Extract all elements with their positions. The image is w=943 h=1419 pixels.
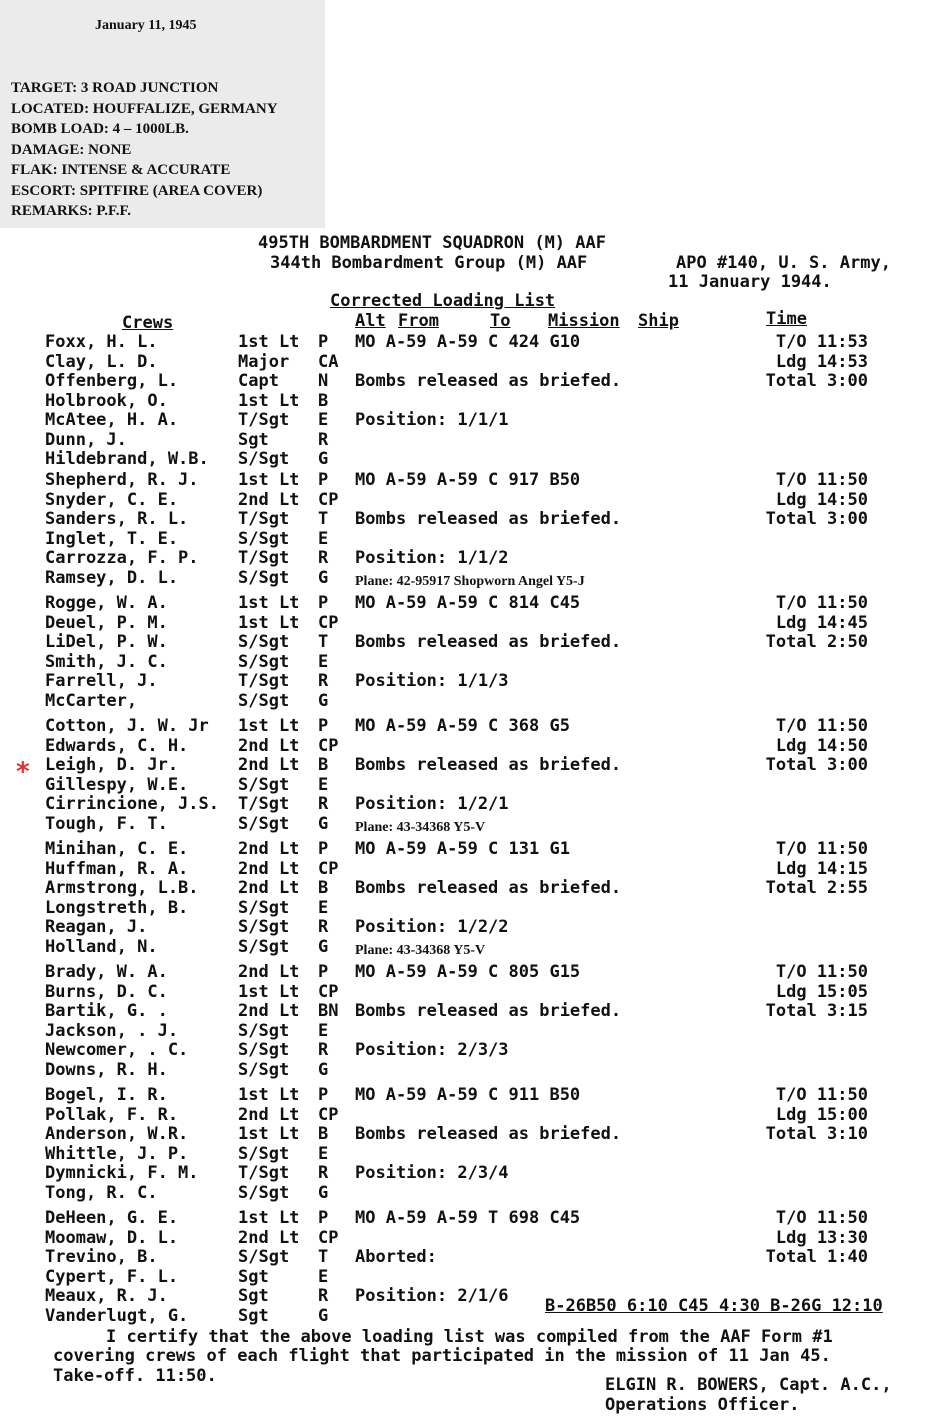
- signature-name: ELGIN R. BOWERS, Capt. A.C.,: [605, 1375, 892, 1395]
- remark-text: Position: 2/3/4: [355, 1163, 509, 1183]
- location-line: LOCATED: HOUFFALIZE, GERMANY: [11, 100, 278, 117]
- crew-name: Tough, F. T.: [45, 813, 168, 834]
- crew-rank: Sgt: [238, 429, 269, 450]
- crew-name: Clay, L. D.: [45, 351, 158, 372]
- crew-name: Offenberg, L.: [45, 371, 179, 391]
- mission-details: [11, 78, 278, 222]
- remark-text: Position: 1/1/1: [355, 410, 509, 430]
- takeoff-time: T/O 11:50: [775, 1208, 868, 1228]
- remark-text: Bombs released as briefed.: [355, 878, 622, 898]
- unit-line: 495TH BOMBARDMENT SQUADRON (M) AAF: [258, 233, 606, 253]
- date-line: 11 January 1944.: [668, 272, 832, 292]
- col-alt: Alt: [355, 311, 386, 331]
- crew-name: Deuel, P. M.: [45, 612, 168, 633]
- crew-name: Tong, R. C.: [45, 1182, 158, 1203]
- landing-time: Ldg 14:45: [775, 612, 868, 633]
- crew-position: P: [318, 839, 329, 859]
- plane-note: Plane: 42-95917 Shopworn Angel Y5-J: [355, 573, 585, 589]
- col-ship: Ship: [638, 311, 679, 331]
- crew-name: McCarter,: [45, 690, 138, 711]
- crew-position: G: [318, 449, 329, 469]
- crew-name: Foxx, H. L.: [45, 332, 158, 352]
- crew-position: B: [318, 878, 329, 898]
- total-time: Total 3:00: [765, 755, 868, 775]
- crew-name: Holbrook, O.: [45, 390, 168, 411]
- crew-position: P: [318, 1085, 329, 1105]
- crew-position: R: [318, 1040, 329, 1060]
- col-time: Time: [766, 309, 807, 329]
- crew-rank: 2nd Lt: [238, 735, 300, 756]
- crew-rank: S/Sgt: [238, 1020, 290, 1041]
- crew-rank: S/Sgt: [238, 651, 290, 672]
- crew-position: R: [318, 1163, 329, 1183]
- crew-position: CP: [318, 1227, 339, 1248]
- col-mission: Mission: [548, 311, 620, 331]
- crew-position: P: [318, 332, 329, 352]
- crew-name: McAtee, H. A.: [45, 410, 179, 430]
- crew-position: E: [318, 774, 329, 795]
- remark-text: Aborted:: [355, 1247, 437, 1267]
- crew-name: Carrozza, F. P.: [45, 548, 199, 568]
- crew-name: Snyder, C. E.: [45, 489, 179, 510]
- crew-position: E: [318, 1020, 329, 1041]
- crew-position: B: [318, 1124, 329, 1144]
- crew-name: Trevino, B.: [45, 1247, 158, 1267]
- crew-rank: S/Sgt: [238, 567, 290, 588]
- crew-rank: 2nd Lt: [238, 962, 300, 982]
- certify-line-1: I certify that the above loading list was compiled from the AAF Form #1: [106, 1327, 833, 1347]
- crew-rank: 2nd Lt: [238, 1001, 300, 1021]
- crew-position: G: [318, 1059, 329, 1080]
- crew-rank: 1st Lt: [238, 612, 300, 633]
- crew-rank: 2nd Lt: [238, 878, 300, 898]
- total-time: Total 3:10: [765, 1124, 868, 1144]
- crew-rank: S/Sgt: [238, 774, 290, 795]
- crew-name: Hildebrand, W.B.: [45, 449, 209, 469]
- crew-name: Downs, R. H.: [45, 1059, 168, 1080]
- crew-name: Ramsey, D. L.: [45, 567, 179, 588]
- remark-text: Position: 2/1/6: [355, 1286, 509, 1306]
- crew-position: R: [318, 671, 329, 691]
- crew-position: E: [318, 528, 329, 549]
- crew-rank: T/Sgt: [238, 1163, 290, 1183]
- crew-rank: S/Sgt: [238, 1040, 290, 1060]
- mission-row: MO A-59 A-59 C 911 B50: [355, 1085, 581, 1105]
- crew-position: CP: [318, 735, 339, 756]
- crew-rank: Major: [238, 351, 290, 372]
- takeoff-time: T/O 11:50: [775, 1085, 868, 1105]
- remark-text: Position: 1/2/1: [355, 794, 509, 814]
- crew-rank: 2nd Lt: [238, 839, 300, 859]
- crew-position: B: [318, 390, 329, 411]
- certify-line-2: covering crews of each flight that participated in the mission of 11 Jan 45.: [53, 1346, 831, 1366]
- landing-time: Ldg 15:00: [775, 1104, 868, 1125]
- total-time: Total 3:15: [765, 1001, 868, 1021]
- crew-position: CP: [318, 1104, 339, 1125]
- plane-note: Plane: 43-34368 Y5-V: [355, 819, 486, 835]
- crew-rank: S/Sgt: [238, 632, 290, 652]
- crew-rank: 1st Lt: [238, 390, 300, 411]
- crew-rank: S/Sgt: [238, 690, 290, 711]
- crew-rank: Sgt: [238, 1266, 269, 1287]
- total-time: Total 3:00: [765, 371, 868, 391]
- crew-name: Holland, N.: [45, 936, 158, 957]
- remark-text: Position: 2/3/3: [355, 1040, 509, 1060]
- crew-position: B: [318, 755, 329, 775]
- crew-name: Anderson, W.R.: [45, 1124, 189, 1144]
- crew-position: T: [318, 632, 329, 652]
- crew-position: E: [318, 897, 329, 918]
- crew-name: Reagan, J.: [45, 917, 148, 937]
- crew-name: Cotton, J. W. Jr: [45, 716, 209, 736]
- total-time: Total 2:50: [765, 632, 868, 652]
- crew-position: T: [318, 1247, 329, 1267]
- crew-name: Moomaw, D. L.: [45, 1227, 179, 1248]
- crew-rank: 2nd Lt: [238, 489, 300, 510]
- crew-position: R: [318, 794, 329, 814]
- list-title: Corrected Loading List: [330, 291, 556, 311]
- takeoff-time: T/O 11:50: [775, 716, 868, 736]
- asterisk-marker: *: [16, 757, 30, 787]
- crew-rank: 1st Lt: [238, 470, 300, 490]
- takeoff-time: T/O 11:50: [775, 962, 868, 982]
- crew-position: P: [318, 962, 329, 982]
- damage-line: DAMAGE: NONE: [11, 141, 132, 158]
- crew-rank: 1st Lt: [238, 1124, 300, 1144]
- crew-rank: 1st Lt: [238, 716, 300, 736]
- crew-rank: T/Sgt: [238, 410, 290, 430]
- crew-name: Dymnicki, F. M.: [45, 1163, 199, 1183]
- takeoff-time: T/O 11:53: [775, 332, 868, 352]
- crew-rank: Capt: [238, 371, 279, 391]
- crew-position: R: [318, 1286, 329, 1306]
- crew-rank: S/Sgt: [238, 917, 290, 937]
- mission-row: MO A-59 A-59 C 814 C45: [355, 593, 581, 613]
- crew-rank: S/Sgt: [238, 1182, 290, 1203]
- crew-name: Pollak, F. R.: [45, 1104, 179, 1125]
- crew-rank: 1st Lt: [238, 981, 300, 1002]
- crew-name: Minihan, C. E.: [45, 839, 189, 859]
- landing-time: Ldg 15:05: [775, 981, 868, 1002]
- crew-position: T: [318, 509, 329, 529]
- landing-time: Ldg 14:50: [775, 735, 868, 756]
- crew-position: CP: [318, 858, 339, 879]
- crew-name: Whittle, J. P.: [45, 1143, 189, 1164]
- remark-text: Position: 1/2/2: [355, 917, 509, 937]
- crew-rank: 2nd Lt: [238, 755, 300, 775]
- crew-rank: 2nd Lt: [238, 1104, 300, 1125]
- crew-position: E: [318, 1143, 329, 1164]
- takeoff-time: T/O 11:50: [775, 593, 868, 613]
- crew-name: Jackson, . J.: [45, 1020, 179, 1041]
- crew-rank: Sgt: [238, 1305, 269, 1326]
- crew-name: Inglet, T. E.: [45, 528, 179, 549]
- crew-name: Brady, W. A.: [45, 962, 168, 982]
- crew-position: R: [318, 548, 329, 568]
- landing-time: Ldg 13:30: [775, 1227, 868, 1248]
- crew-name: LiDel, P. W.: [45, 632, 168, 652]
- crew-position: P: [318, 593, 329, 613]
- crew-name: Gillespy, W.E.: [45, 774, 189, 795]
- crew-rank: S/Sgt: [238, 813, 290, 834]
- landing-time: Ldg 14:15: [775, 858, 868, 879]
- crew-rank: Sgt: [238, 1286, 269, 1306]
- crew-rank: 2nd Lt: [238, 1227, 300, 1248]
- crew-position: G: [318, 567, 329, 588]
- crew-position: G: [318, 1305, 329, 1326]
- mission-row: MO A-59 A-59 C 805 G15: [355, 962, 581, 982]
- remark-text: Bombs released as briefed.: [355, 509, 622, 529]
- remark-text: Bombs released as briefed.: [355, 755, 622, 775]
- crew-position: BN: [318, 1001, 339, 1021]
- crew-name: Shepherd, R. J.: [45, 470, 199, 490]
- landing-time: Ldg 14:50: [775, 489, 868, 510]
- plane-note: Plane: 43-34368 Y5-V: [355, 942, 486, 958]
- crew-position: R: [318, 429, 329, 450]
- crew-name: Smith, J. C.: [45, 651, 168, 672]
- crew-rank: T/Sgt: [238, 509, 290, 529]
- crew-rank: 1st Lt: [238, 1085, 300, 1105]
- crew-rank: S/Sgt: [238, 528, 290, 549]
- mission-summary-header: [0, 0, 325, 228]
- crew-name: Edwards, C. H.: [45, 735, 189, 756]
- col-from: From: [398, 311, 439, 331]
- signature-title: Operations Officer.: [605, 1395, 800, 1415]
- crew-name: Bartik, G. .: [45, 1001, 168, 1021]
- crew-rank: T/Sgt: [238, 548, 290, 568]
- crew-position: E: [318, 1266, 329, 1287]
- bomb-load-line: BOMB LOAD: 4 – 1000LB.: [11, 121, 189, 137]
- remark-text: Position: 1/1/3: [355, 671, 509, 691]
- remarks-line: REMARKS: P.F.F.: [11, 203, 132, 219]
- crew-position: P: [318, 716, 329, 736]
- crew-name: Armstrong, L.B.: [45, 878, 199, 898]
- crew-rank: 1st Lt: [238, 593, 300, 613]
- landing-time: Ldg 14:53: [775, 351, 868, 372]
- crew-position: CP: [318, 612, 339, 633]
- remark-text: Bombs released as briefed.: [355, 1001, 622, 1021]
- crew-rank: 1st Lt: [238, 1208, 300, 1228]
- crew-name: DeHeen, G. E.: [45, 1208, 179, 1228]
- crew-name: Huffman, R. A.: [45, 858, 189, 879]
- crew-position: R: [318, 917, 329, 937]
- crew-position: E: [318, 651, 329, 672]
- crew-name: Cirrincione, J.S.: [45, 794, 219, 814]
- crew-rank: 1st Lt: [238, 332, 300, 352]
- total-time: Total 3:00: [765, 509, 868, 529]
- mission-row: MO A-59 A-59 C 917 B50: [355, 470, 581, 490]
- escort-line: ESCORT: SPITFIRE (AREA COVER): [11, 182, 263, 199]
- crew-rank: S/Sgt: [238, 936, 290, 957]
- crew-name: Meaux, R. J.: [45, 1286, 168, 1306]
- crew-name: Burns, D. C.: [45, 981, 168, 1002]
- group-line: 344th Bombardment Group (M) AAF: [270, 253, 588, 273]
- mission-row: MO A-59 A-59 C 424 G10: [355, 332, 581, 352]
- mission-row: MO A-59 A-59 T 698 C45: [355, 1208, 581, 1228]
- crew-position: G: [318, 1182, 329, 1203]
- remark-text: Bombs released as briefed.: [355, 371, 622, 391]
- crew-name: Sanders, R. L.: [45, 509, 189, 529]
- remark-text: Bombs released as briefed.: [355, 1124, 622, 1144]
- crew-rank: 2nd Lt: [238, 858, 300, 879]
- mission-row: MO A-59 A-59 C 368 G5: [355, 716, 570, 736]
- crew-name: Longstreth, B.: [45, 897, 189, 918]
- crew-rank: T/Sgt: [238, 794, 290, 814]
- crew-name: Leigh, D. Jr.: [45, 755, 179, 775]
- crew-position: G: [318, 936, 329, 957]
- aircraft-time-summary: B-26B50 6:10 C45 4:30 B-26G 12:10: [545, 1296, 883, 1316]
- crew-position: G: [318, 813, 329, 834]
- takeoff-time: T/O 11:50: [775, 470, 868, 490]
- remark-text: Position: 1/1/2: [355, 548, 509, 568]
- crew-rank: S/Sgt: [238, 449, 290, 469]
- flak-line: FLAK: INTENSE & ACCURATE: [11, 162, 231, 178]
- crew-name: Vanderlugt, G.: [45, 1305, 189, 1326]
- remark-text: Bombs released as briefed.: [355, 632, 622, 652]
- crew-position: E: [318, 410, 329, 430]
- crew-name: Farrell, J.: [45, 671, 158, 691]
- crew-rank: S/Sgt: [238, 897, 290, 918]
- crew-position: CP: [318, 489, 339, 510]
- crew-position: N: [318, 371, 329, 391]
- mission-date: January 11, 1945: [95, 18, 197, 33]
- crew-rank: S/Sgt: [238, 1247, 290, 1267]
- mission-row: MO A-59 A-59 C 131 G1: [355, 839, 570, 859]
- crew-position: CA: [318, 351, 339, 372]
- crew-name: Bogel, I. R.: [45, 1085, 168, 1105]
- total-time: Total 1:40: [765, 1247, 868, 1267]
- col-crews: Crews: [122, 313, 174, 333]
- total-time: Total 2:55: [765, 878, 868, 898]
- crew-rank: S/Sgt: [238, 1143, 290, 1164]
- crew-rank: T/Sgt: [238, 671, 290, 691]
- crew-position: P: [318, 1208, 329, 1228]
- takeoff-time: T/O 11:50: [775, 839, 868, 859]
- certify-line-3: Take-off. 11:50.: [53, 1366, 217, 1386]
- crew-position: CP: [318, 981, 339, 1002]
- crew-name: Dunn, J.: [45, 429, 127, 450]
- crew-rank: S/Sgt: [238, 1059, 290, 1080]
- crew-position: P: [318, 470, 329, 490]
- crew-position: G: [318, 690, 329, 711]
- crew-name: Cypert, F. L.: [45, 1266, 179, 1287]
- col-to: To: [490, 311, 511, 331]
- crew-name: Rogge, W. A.: [45, 593, 168, 613]
- target-line: TARGET: 3 ROAD JUNCTION: [11, 80, 219, 96]
- crew-name: Newcomer, . C.: [45, 1040, 189, 1060]
- apo-line: APO #140, U. S. Army,: [676, 253, 891, 273]
